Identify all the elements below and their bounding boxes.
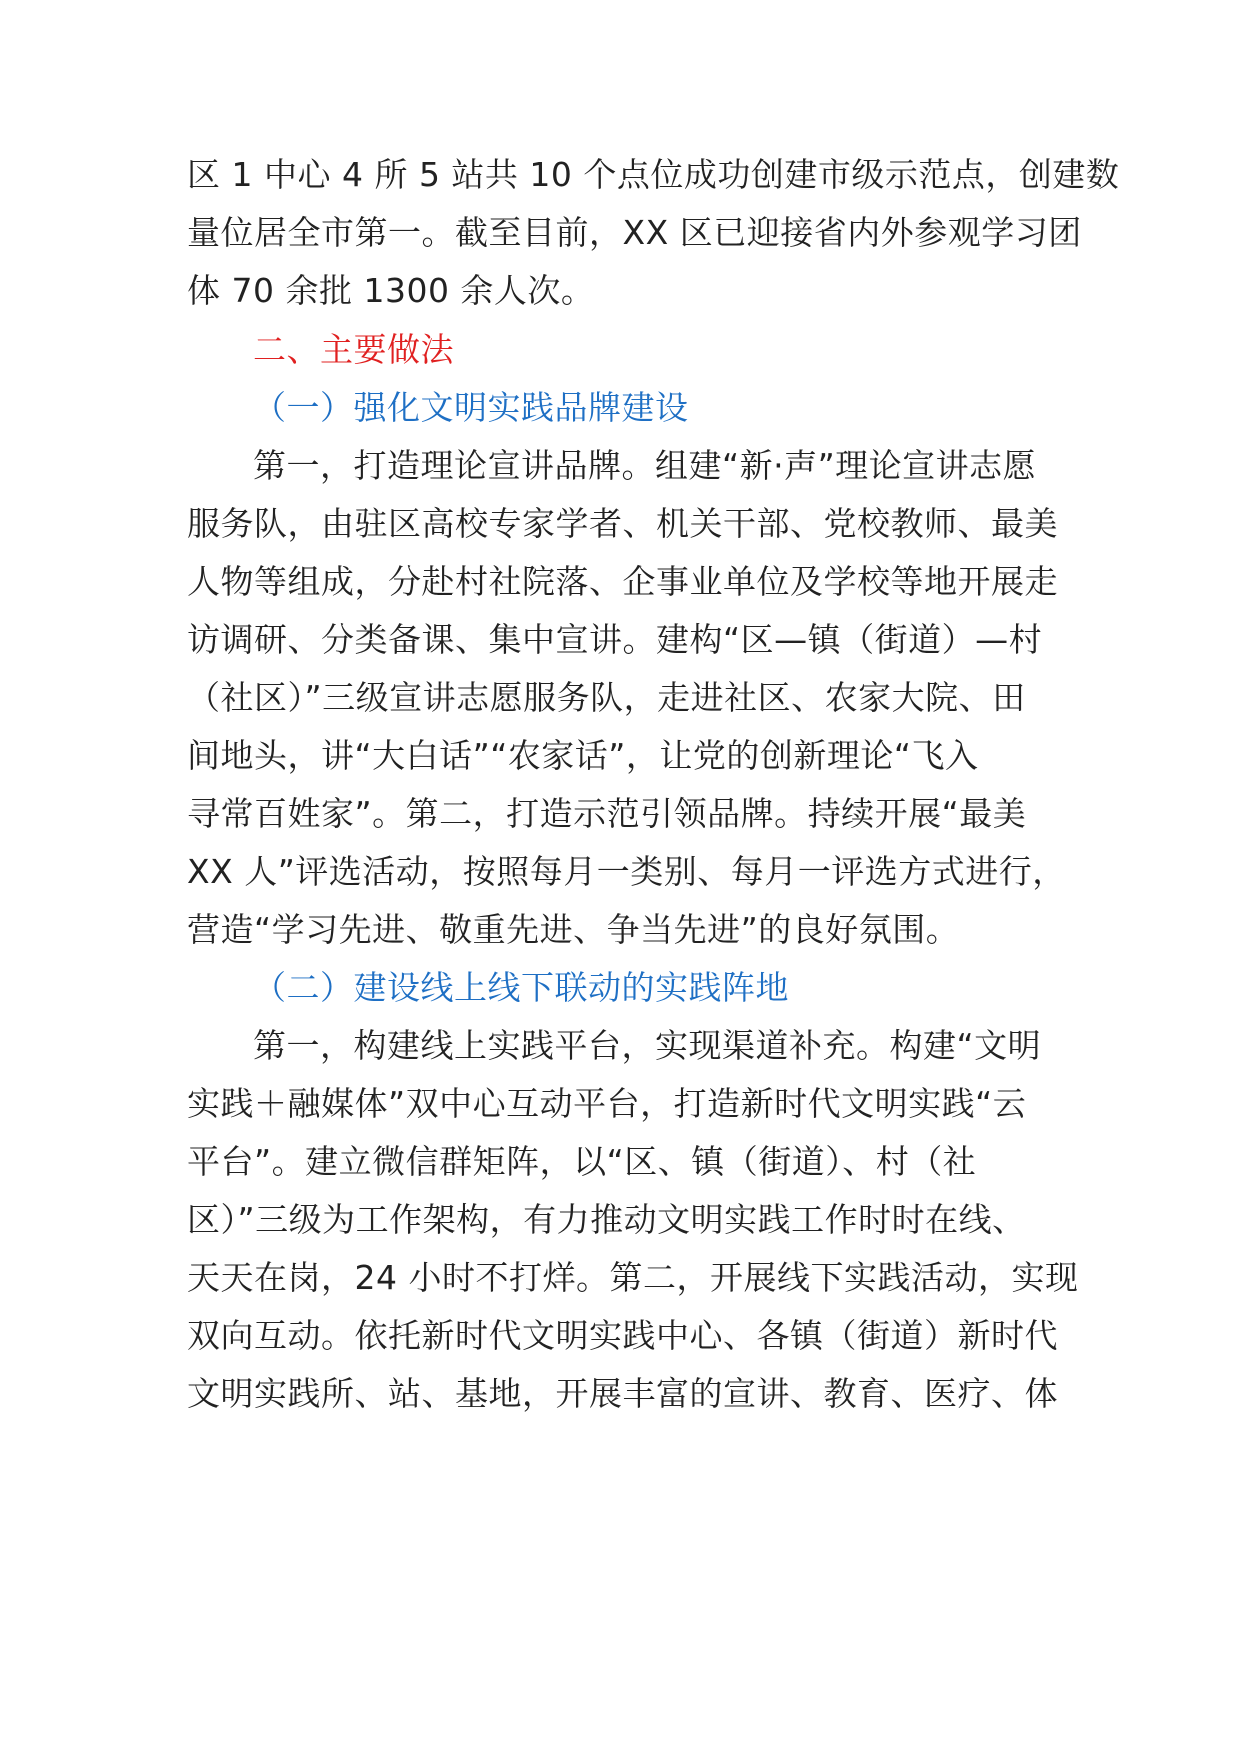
paragraph-line: 双向互动。依托新时代文明实践中心、各镇（街道）新时代	[187, 1316, 1058, 1355]
paragraph-line: 实践＋融媒体”双中心互动平台，打造新时代文明实践“云	[187, 1084, 1027, 1123]
section-heading: 二、主要做法	[253, 330, 454, 369]
paragraph-line: 文明实践所、站、基地，开展丰富的宣讲、教育、医疗、体	[187, 1374, 1058, 1413]
paragraph-line: 第一，打造理论宣讲品牌。组建“新·声”理论宣讲志愿	[253, 446, 1037, 485]
paragraph-line: 人物等组成，分赴村社院落、企事业单位及学校等地开展走	[187, 562, 1058, 601]
paragraph-line: 区 1 中心 4 所 5 站共 10 个点位成功创建市级示范点，创建数	[187, 155, 1120, 194]
paragraph-line: 体 70 余批 1300 余人次。	[187, 271, 595, 310]
paragraph-line: 营造“学习先进、敬重先进、争当先进”的良好氛围。	[187, 910, 960, 949]
paragraph-line: XX 人”评选活动，按照每月一类别、每月一评选方式进行，	[187, 852, 1066, 891]
paragraph-line: 区）”三级为工作架构，有力推动文明实践工作时时在线、	[187, 1200, 1026, 1239]
subsection-heading: （二）建设线上线下联动的实践阵地	[253, 968, 789, 1007]
paragraph-line: 天天在岗，24 小时不打烊。第二，开展线下实践活动，实现	[187, 1258, 1079, 1297]
subsection-heading: （一）强化文明实践品牌建设	[253, 388, 689, 427]
paragraph-line: 访调研、分类备课、集中宣讲。建构“区—镇（街道）—村	[187, 620, 1043, 659]
paragraph-line: （社区）”三级宣讲志愿服务队，走进社区、农家大院、田	[187, 678, 1026, 717]
paragraph-line: 量位居全市第一。截至目前，XX 区已迎接省内外参观学习团	[187, 213, 1082, 252]
paragraph-line: 平台”。建立微信群矩阵，以“区、镇（街道）、村（社	[187, 1142, 977, 1181]
paragraph-line: 第一，构建线上实践平台，实现渠道补充。构建“文明	[253, 1026, 1042, 1065]
paragraph-line: 间地头，讲“大白话”“农家话”，让党的创新理论“飞入	[187, 736, 979, 775]
paragraph-line: 寻常百姓家”。第二，打造示范引领品牌。持续开展“最美	[187, 794, 1027, 833]
paragraph-line: 服务队，由驻区高校专家学者、机关干部、党校教师、最美	[187, 504, 1058, 543]
